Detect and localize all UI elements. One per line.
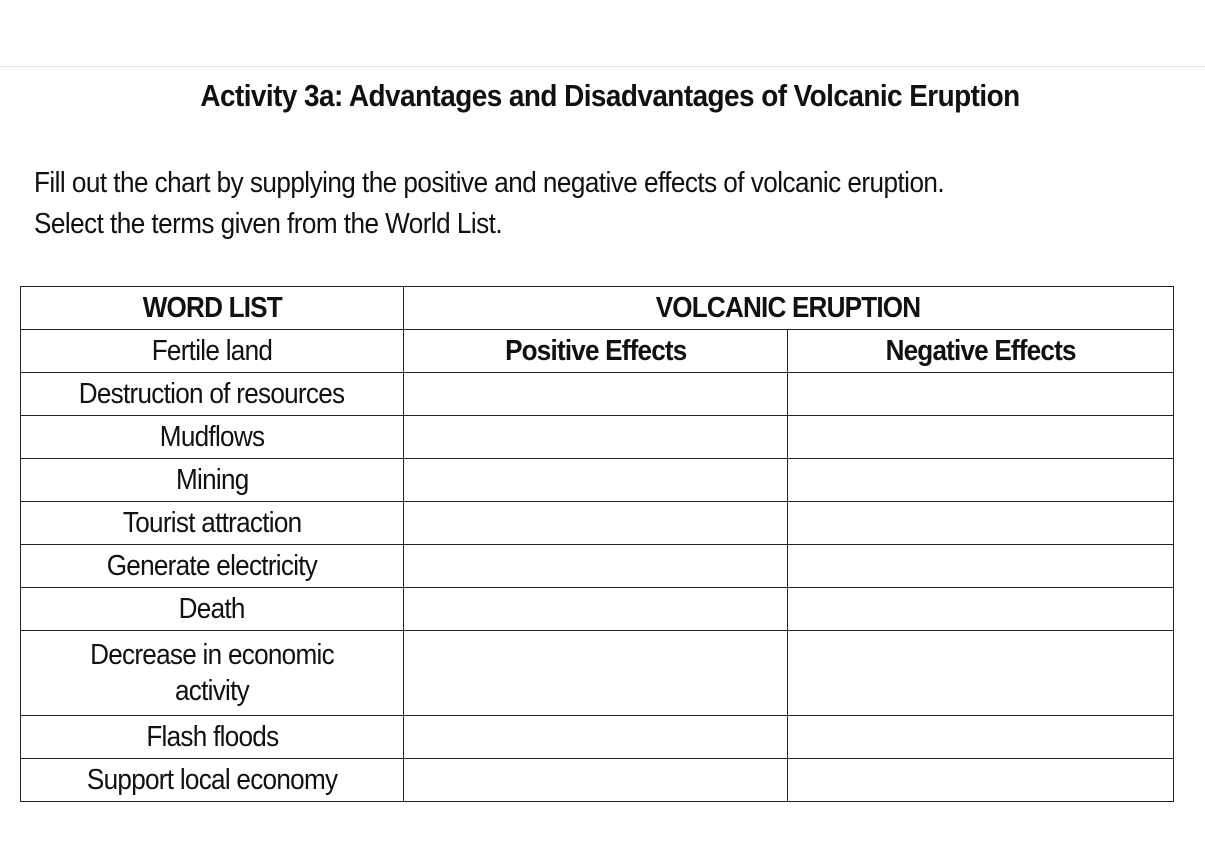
negative-effect-cell[interactable] [788,545,1174,588]
negative-effect-cell[interactable] [788,502,1174,545]
word-list-item: Flash floods [21,716,404,759]
positive-effect-cell[interactable] [404,759,788,802]
negative-effect-cell[interactable] [788,588,1174,631]
table-row [21,716,1174,759]
word-list-item: Mudflows [21,416,404,459]
word-list-item: Fertile land [21,330,404,373]
table-row [21,545,1174,588]
negative-effect-cell[interactable] [788,416,1174,459]
table-row [21,330,1174,373]
negative-effect-cell[interactable] [788,459,1174,502]
word-list-item: Decrease in economic activity [21,631,404,716]
negative-effect-cell[interactable] [788,373,1174,416]
instruction-line-2: Select the terms given from the World List. [34,208,503,240]
word-list-header: WORD LIST [21,287,404,330]
positive-effects-header: Positive Effects [404,330,788,373]
negative-effect-cell[interactable] [788,759,1174,802]
positive-effect-cell[interactable] [404,631,788,716]
negative-effect-cell[interactable] [788,631,1174,716]
negative-effect-cell[interactable] [788,716,1174,759]
word-list-item: Generate electricity [21,545,404,588]
word-list-item: Support local economy [21,759,404,802]
instruction-line-1: Fill out the chart by supplying the positive and negative effects of volcanic eruption. [34,167,945,199]
table-row [21,459,1174,502]
word-list-item: Death [21,588,404,631]
table-row [21,502,1174,545]
positive-effect-cell[interactable] [404,545,788,588]
word-list-item: Tourist attraction [21,502,404,545]
positive-effect-cell[interactable] [404,373,788,416]
table-row [21,588,1174,631]
positive-effect-cell[interactable] [404,502,788,545]
positive-effect-cell[interactable] [404,716,788,759]
table-row [21,416,1174,459]
instructions [34,163,1078,245]
positive-effect-cell[interactable] [404,416,788,459]
table-row [21,759,1174,802]
positive-effect-cell[interactable] [404,588,788,631]
table-header-row [21,287,1174,330]
table-row [21,373,1174,416]
negative-effects-header: Negative Effects [788,330,1174,373]
word-list-item: Destruction of resources [21,373,404,416]
positive-effect-cell[interactable] [404,459,788,502]
activity-title: Activity 3a: Advantages and Disadvantages of Volcanic Eruption [200,78,1020,113]
effects-table [20,286,1174,802]
page-top-divider [0,66,1205,67]
word-list-item: Mining [21,459,404,502]
volcanic-eruption-header: VOLCANIC ERUPTION [404,287,1174,330]
table-row [21,631,1174,716]
